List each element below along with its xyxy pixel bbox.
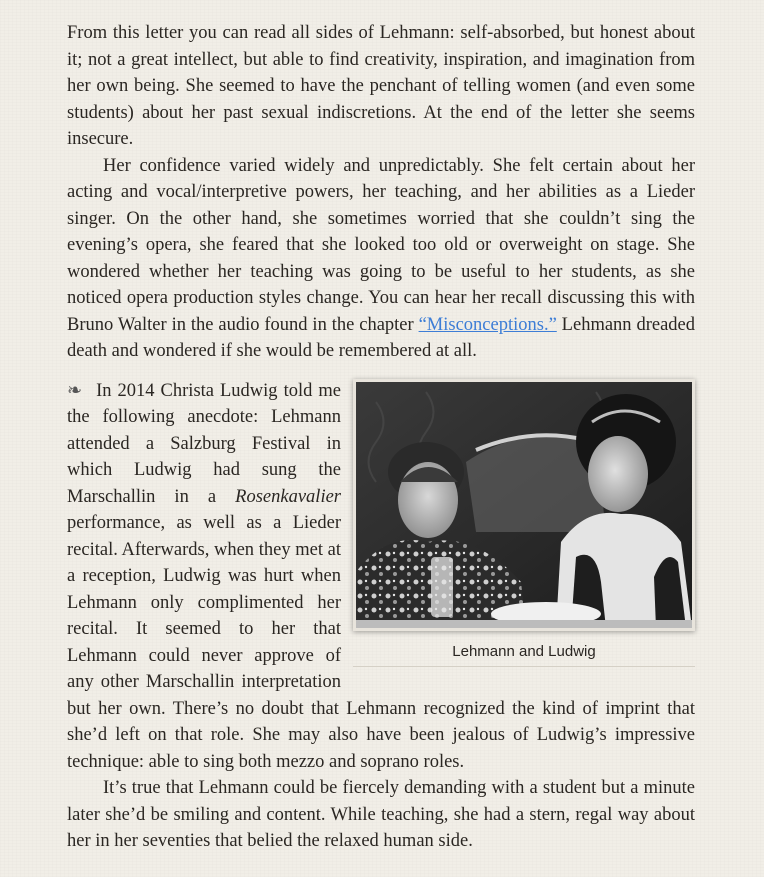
paragraph-4: It’s true that Lehmann could be fiercely demanding with a student but a minute later she’d be smiling and content. While teaching, she had a stern, regal way about her in her seventies that belied the relaxed human side. <box>67 778 695 851</box>
fleuron-ornament: ❧ <box>67 379 83 400</box>
photo-figure <box>353 379 695 667</box>
paragraph-3-text-end: performance, as well as a Lieder recital. Afterwards, when they met at a reception, Ludwig was hurt when Lehmann only complimented her recital. It seemed to her that Lehmann could never approve of any other Marschallin interpretation but her own. There’s no doubt that Lehmann recognized the kind of imprint that she’d left on that role. She may also have been jealous of Ludwig’s impressive technique: able to sing both mezzo and soprano roles. <box>67 513 695 772</box>
paragraph-2 <box>67 153 695 365</box>
document-page <box>67 20 695 855</box>
paragraph-3-text: In 2014 Christa Ludwig told me the following anecdote: Lehmann attended a Salzburg Festival in which Ludwig had sung the Marschallin in a <box>67 380 341 507</box>
paragraph-1: From this letter you can read all sides of Lehmann: self-absorbed, but honest about it; not a great intellect, but able to find creativity, inspiration, and imagination from her own being. She seemed to have the penchant of telling women (and even some students) about her past sexual indiscretions. At the end of the letter she seems insecure. <box>67 23 695 149</box>
paragraph-2-text-end: Lehmann dreaded death and wondered if she would be remembered at all. <box>67 314 695 361</box>
photo-caption: Lehmann and Ludwig <box>452 642 596 660</box>
photo-frame <box>353 379 695 631</box>
paragraph-2-text: Her confidence varied widely and unpredictably. She felt certain about her acting and vocal/interpretive powers, her teaching, and her abilities as a Lieder singer. On the other hand, she sometimes worried that she couldn’t sing the evening’s opera, she feared that she looked too old or overweight on stage. She wondered whether her teaching was going to be useful to her students, as she noticed opera production styles change. You can hear her recall discussing this with Bruno Walter in the audio found in the chapter <box>67 155 695 335</box>
rosenkavalier-title: Rosenkavalier <box>235 486 341 507</box>
lehmann-ludwig-photo[interactable] <box>356 382 692 628</box>
misconceptions-link[interactable]: “Misconceptions.” <box>418 314 557 335</box>
